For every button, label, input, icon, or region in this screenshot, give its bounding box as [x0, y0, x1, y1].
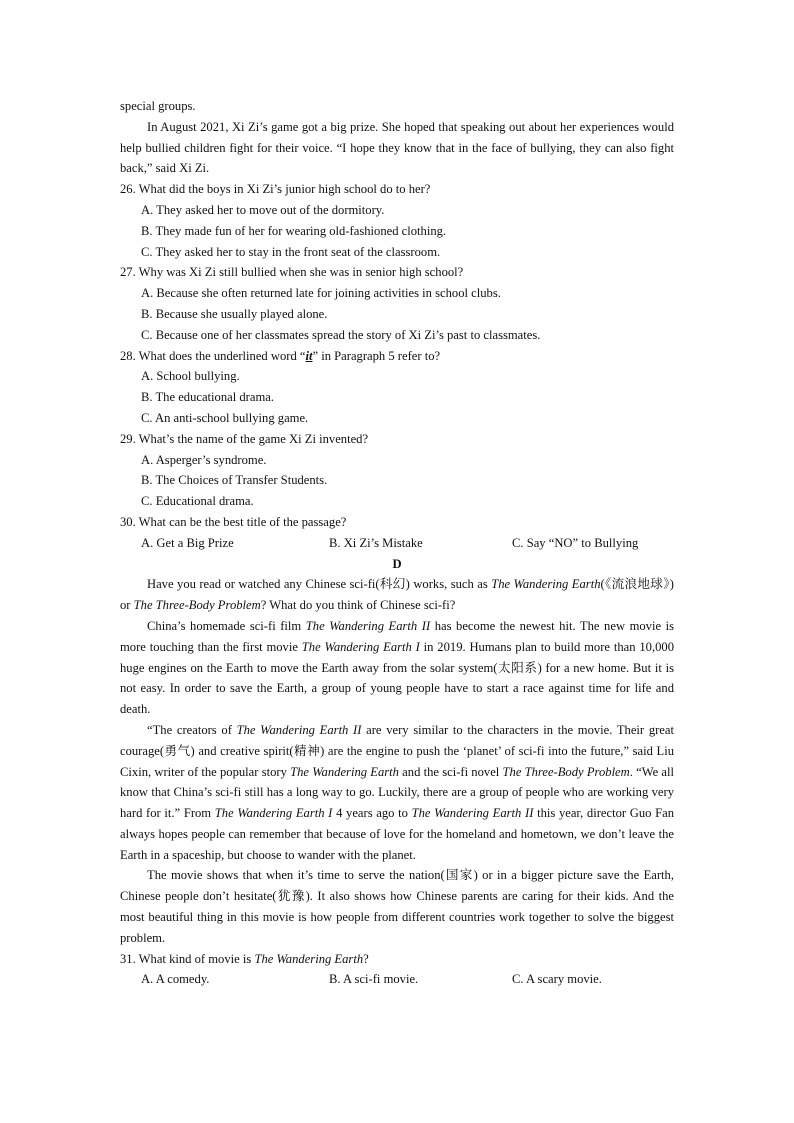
option-b: B. The educational drama. [141, 390, 275, 405]
passage-d-paragraph-2: China’s homemade sci-fi film The Wandering Earth II has become the newest hit. The new movie is more touching than the first movie The Wandering Earth I in 2019. Humans plan to build more than 10,000 huge engines on the Earth to move the Earth away from the solar system(太阳系) for a new home. But it is not easy. In order to save the Earth, a group of young people have to start a race against time for life and death. [120, 618, 674, 717]
option-a: A. School bullying. [141, 369, 240, 384]
question-30 [120, 512, 674, 554]
question-stem: 31. What kind of movie is The Wandering Earth? [120, 951, 369, 966]
option-b: B. The Choices of Transfer Students. [141, 473, 328, 488]
option-c: C. Educational drama. [141, 494, 254, 509]
passage-d-paragraph-4: The movie shows that when it’s time to serve the nation(国家) or in a bigger picture save the Earth, Chinese people don’t hesitate(犹豫). It also shows how Chinese parents are caring for their kids. And the most beautiful thing in this movie is how people from different countries work together to solve the biggest problem. [120, 868, 674, 945]
underlined-word: it [305, 348, 313, 363]
question-31 [120, 949, 674, 991]
options-row [120, 533, 674, 554]
question-stem: 26. What did the boys in Xi Zi’s junior high school do to her? [120, 182, 431, 197]
option-b: B. Xi Zi’s Mistake [329, 535, 423, 550]
option-b: B. A sci-fi movie. [329, 972, 419, 987]
option-c: C. Say “NO” to Bullying [512, 535, 639, 550]
option-a: A. They asked her to move out of the dormitory. [141, 202, 385, 217]
option-c: C. A scary movie. [512, 972, 602, 987]
option-c: C. An anti-school bullying game. [141, 410, 309, 425]
options-row [120, 969, 674, 990]
option-a: A. Get a Big Prize [141, 535, 234, 550]
section-heading-d: D [392, 556, 402, 571]
option-a: A. A comedy. [141, 972, 210, 987]
question-27 [120, 262, 674, 345]
question-stem: 30. What can be the best title of the passage? [120, 514, 347, 529]
question-28 [120, 346, 674, 429]
passage-d-paragraph-1: Have you read or watched any Chinese sci-fi(科幻) works, such as The Wandering Earth(《流浪地球》) or The Three-Body Problem? What do you think of Chinese sci-fi? [120, 577, 674, 613]
option-a: A. Because she often returned late for joining activities in school clubs. [141, 286, 501, 301]
question-stem: 28. What does the underlined word “it” in Paragraph 5 refer to? [120, 348, 441, 363]
passage-d-paragraph-3: “The creators of The Wandering Earth II are very similar to the characters in the movie. Their great courage(勇气) and creative spirit(精神) are the engine to push the ‘planet’ of sci-fi into the future,” said Liu Cixin, writer of the popular story The Wandering Earth and the sci-fi novel The Three-Body Problem. “We all know that China’s sci-fi still has a long way to go. Luckily, there are a group of people who are working very hard for it.” From The Wandering Earth I 4 years ago to The Wandering Earth II this year, director Guo Fan always hopes people can remember that because of love for the homeland and hometown, we don’t leave the Earth in a spaceship, but choose to wander with the planet. [120, 722, 675, 862]
question-26 [120, 179, 674, 262]
option-b: B. Because she usually played alone. [141, 306, 328, 321]
question-29 [120, 429, 674, 512]
exam-page [120, 96, 674, 990]
passage-c-last-paragraph: In August 2021, Xi Zi’s game got a big prize. She hoped that speaking out about her experiences would help bullied children fight for their voice. “I hope they know that in the face of bullying, they can also fight back,” said Xi Zi. [120, 119, 674, 176]
passage-c-paragraph-end: special groups. [120, 99, 196, 113]
question-stem: 27. Why was Xi Zi still bullied when she was in senior high school? [120, 265, 464, 280]
option-c: C. They asked her to stay in the front seat of the classroom. [141, 244, 441, 259]
option-b: B. They made fun of her for wearing old-fashioned clothing. [141, 223, 447, 238]
question-stem: 29. What’s the name of the game Xi Zi invented? [120, 431, 369, 446]
option-a: A. Asperger’s syndrome. [141, 452, 267, 467]
option-c: C. Because one of her classmates spread the story of Xi Zi’s past to classmates. [141, 327, 541, 342]
